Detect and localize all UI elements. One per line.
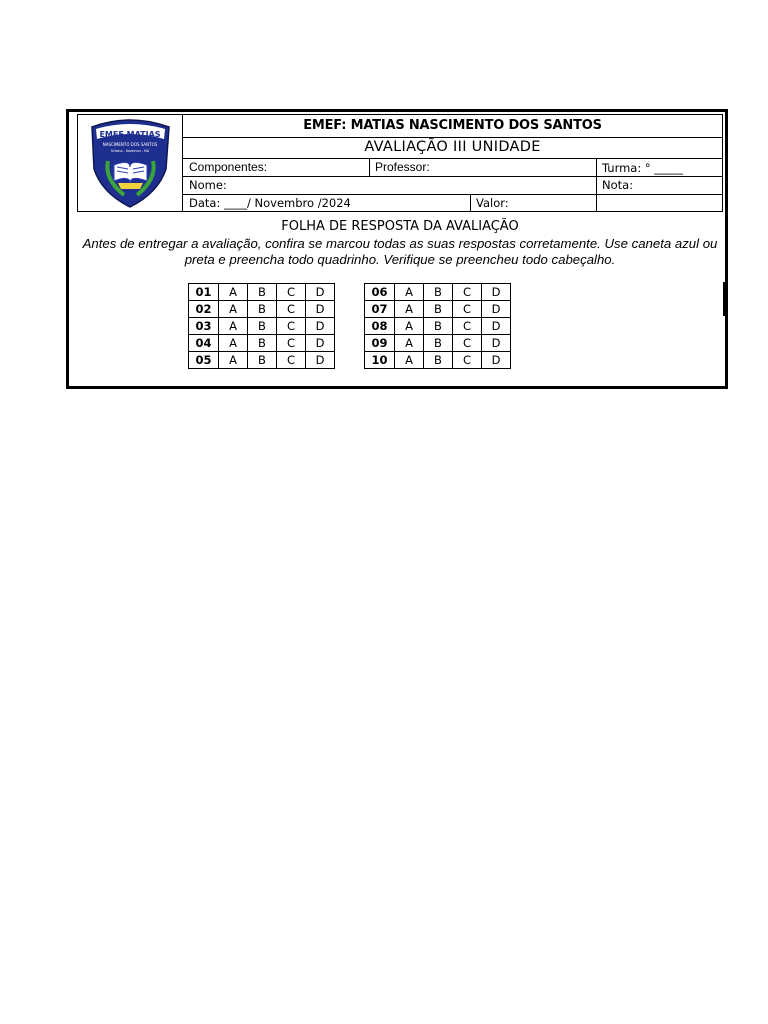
divider xyxy=(596,176,722,177)
answer-option-b[interactable]: B xyxy=(248,318,277,335)
answer-option-c[interactable]: C xyxy=(277,284,306,301)
logo-top-text: EMEF MATIAS xyxy=(99,130,161,139)
question-number: 09 xyxy=(365,335,395,352)
answer-row xyxy=(365,284,511,301)
answer-row xyxy=(365,318,511,335)
question-number: 06 xyxy=(365,284,395,301)
answer-row xyxy=(189,318,335,335)
answer-option-d[interactable]: D xyxy=(306,335,335,352)
answer-row xyxy=(365,352,511,369)
answer-row xyxy=(189,284,335,301)
answer-option-d[interactable]: D xyxy=(482,301,511,318)
answer-table-2 xyxy=(364,283,511,369)
answer-option-c[interactable]: C xyxy=(277,352,306,369)
answer-option-a[interactable]: A xyxy=(219,284,248,301)
school-row xyxy=(183,115,722,138)
question-number: 01 xyxy=(189,284,219,301)
answer-option-a[interactable]: A xyxy=(395,284,424,301)
logo-sub-text: NASCIMENTO DOS SANTOS xyxy=(102,142,158,147)
answer-sheet-title: FOLHA DE RESPOSTA DA AVALIAÇÃO xyxy=(281,219,519,234)
answer-option-a[interactable]: A xyxy=(395,352,424,369)
answer-option-d[interactable]: D xyxy=(482,284,511,301)
divider xyxy=(596,159,597,211)
answer-option-b[interactable]: B xyxy=(424,284,453,301)
school-logo xyxy=(88,117,173,209)
answer-table-1 xyxy=(188,283,335,369)
divider xyxy=(369,159,370,177)
evaluation-title: AVALIAÇÃO III UNIDADE xyxy=(364,139,541,155)
answer-option-c[interactable]: C xyxy=(453,284,482,301)
question-number: 03 xyxy=(189,318,219,335)
instructions-text: Antes de entregar a avaliação, confira se marcou todas as suas respostas corretamente. Use caneta azul ou preta e preencha todo quadrinho. Verifique se preencheu todo cabeçalho. xyxy=(82,236,718,267)
answer-option-a[interactable]: A xyxy=(219,335,248,352)
divider xyxy=(183,176,596,177)
answer-option-d[interactable]: D xyxy=(482,318,511,335)
answer-option-c[interactable]: C xyxy=(277,335,306,352)
answer-option-a[interactable]: A xyxy=(219,318,248,335)
answer-option-c[interactable]: C xyxy=(453,301,482,318)
question-number: 10 xyxy=(365,352,395,369)
answer-option-c[interactable]: C xyxy=(277,301,306,318)
logo-small-text: Urbano - Itapecuru - MA xyxy=(110,149,150,153)
question-number: 02 xyxy=(189,301,219,318)
answer-option-d[interactable]: D xyxy=(306,301,335,318)
answer-option-b[interactable]: B xyxy=(248,335,277,352)
divider xyxy=(183,194,722,195)
value-field[interactable]: Valor: xyxy=(476,196,509,210)
answer-option-b[interactable]: B xyxy=(248,301,277,318)
answer-option-c[interactable]: C xyxy=(277,318,306,335)
class-field[interactable]: Turma: ° _____ xyxy=(602,161,684,175)
answer-option-a[interactable]: A xyxy=(395,318,424,335)
question-number: 05 xyxy=(189,352,219,369)
name-field[interactable]: Nome: xyxy=(189,178,227,192)
answer-option-a[interactable]: A xyxy=(395,301,424,318)
answer-option-a[interactable]: A xyxy=(219,352,248,369)
answer-row xyxy=(189,352,335,369)
question-number: 04 xyxy=(189,335,219,352)
header-table xyxy=(77,114,723,212)
question-number: 07 xyxy=(365,301,395,318)
grade-field[interactable]: Nota: xyxy=(602,178,634,192)
answer-row xyxy=(365,335,511,352)
components-field[interactable]: Componentes: xyxy=(189,160,268,174)
answer-option-b[interactable]: B xyxy=(248,284,277,301)
date-field[interactable]: Data: ____/ Novembro /2024 xyxy=(189,196,351,210)
answer-option-c[interactable]: C xyxy=(453,318,482,335)
teacher-field[interactable]: Professor: xyxy=(375,160,430,174)
answer-option-b[interactable]: B xyxy=(248,352,277,369)
answer-row xyxy=(365,301,511,318)
school-name: EMEF: MATIAS NASCIMENTO DOS SANTOS xyxy=(303,118,602,133)
logo-cell xyxy=(78,115,183,211)
answer-option-d[interactable]: D xyxy=(306,318,335,335)
answer-option-d[interactable]: D xyxy=(306,352,335,369)
answer-option-b[interactable]: B xyxy=(424,352,453,369)
answer-option-b[interactable]: B xyxy=(424,335,453,352)
answer-option-b[interactable]: B xyxy=(424,301,453,318)
answer-option-b[interactable]: B xyxy=(424,318,453,335)
divider xyxy=(470,195,471,211)
answer-option-c[interactable]: C xyxy=(453,352,482,369)
answer-option-d[interactable]: D xyxy=(482,335,511,352)
answer-row xyxy=(189,335,335,352)
answer-option-a[interactable]: A xyxy=(219,301,248,318)
answer-option-d[interactable]: D xyxy=(482,352,511,369)
question-number: 08 xyxy=(365,318,395,335)
evaluation-row xyxy=(183,138,722,159)
answer-option-c[interactable]: C xyxy=(453,335,482,352)
answer-option-d[interactable]: D xyxy=(306,284,335,301)
answer-option-a[interactable]: A xyxy=(395,335,424,352)
answer-row xyxy=(189,301,335,318)
text-cursor xyxy=(723,282,725,316)
